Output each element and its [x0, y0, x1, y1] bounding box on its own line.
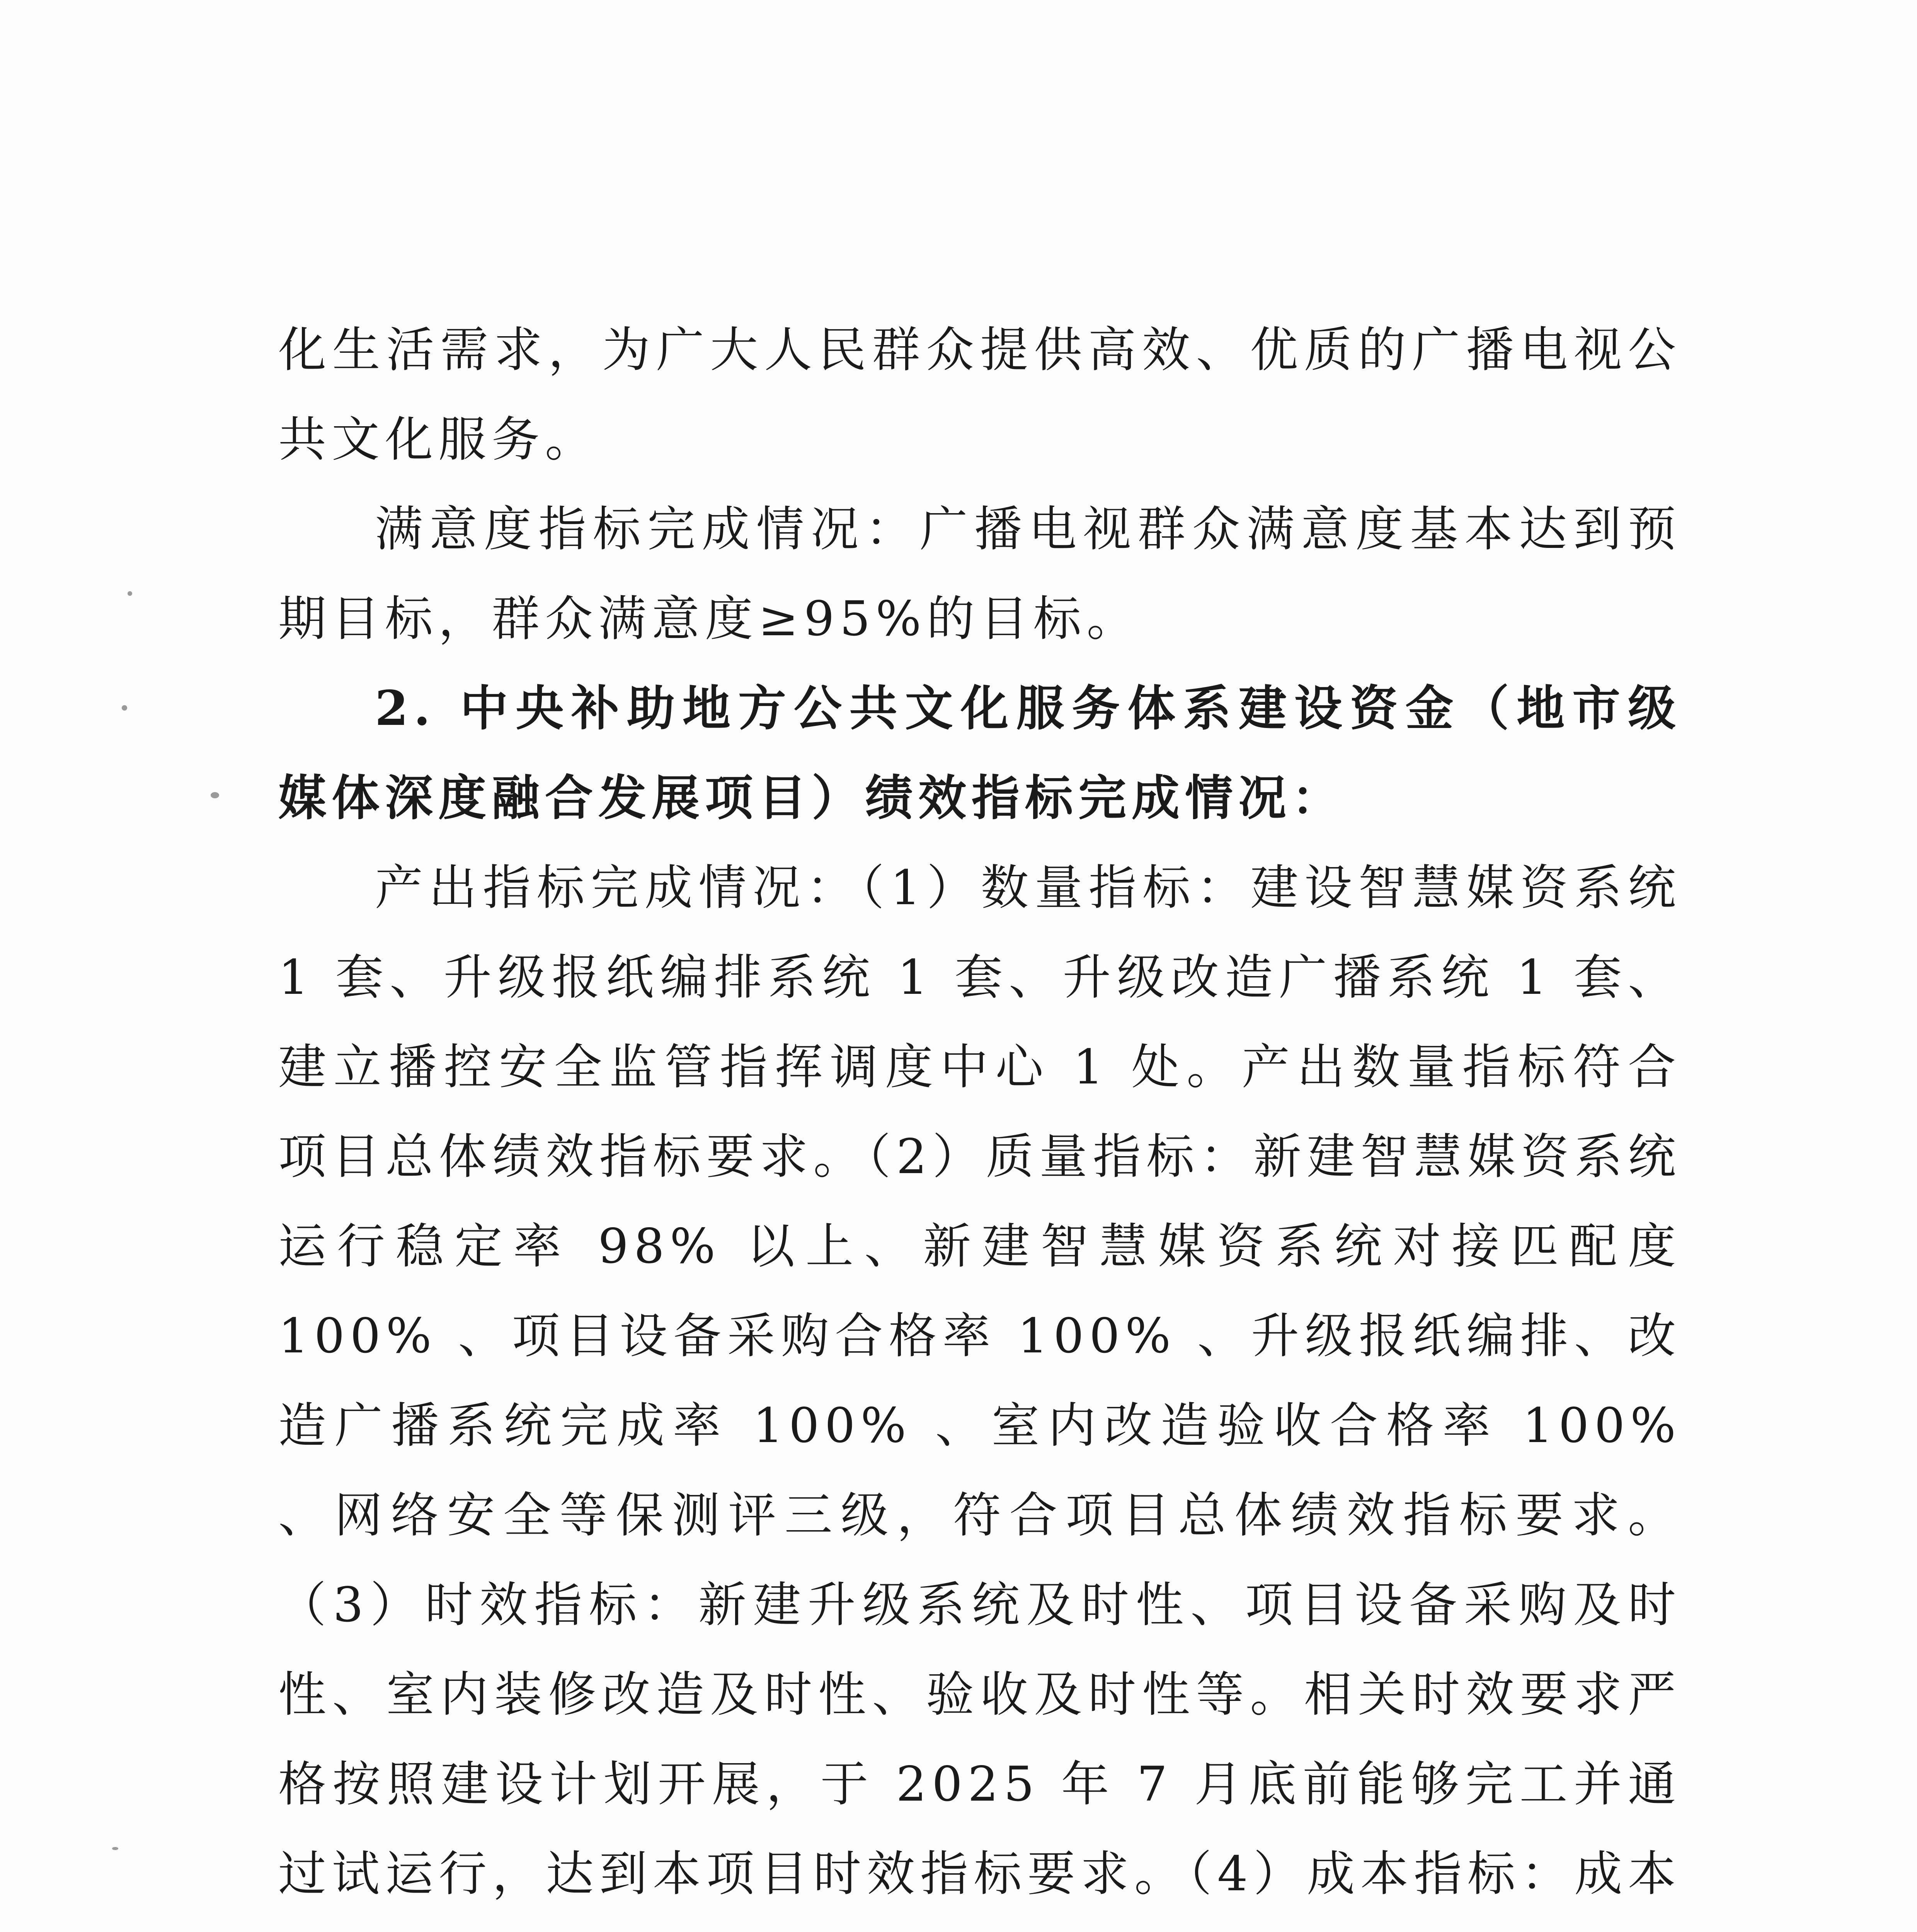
paragraph-output-indicators: 产出指标完成情况：（1）数量指标：建设智慧媒资系统 1 套、升级报纸编排系统 1 套、升级改造广播系统 1 套、建立播控安全监管指挥调度中心 1 处。产出数量指标符合项目总体绩效指标要求。（2）质量指标：新建智慧媒资系统运行稳定率 98% 以上、新建智慧媒资系统对接匹配度 100% 、项目设备采购合格率 100% 、升级报纸编排、改造广播系统完成率 100% 、室内改造验收合格率 100% 、网络安全等保测评三级，符合项目总体绩效指标要求。（3）时效指标：新建升级系统及时性、项目设备采购及时性、室内装修改造及时性、验收及时性等。相关时效要求严格按照建设计划开展，于 2025 年 7 月底前能够完工并通过试运行，达到本项目时效指标要求。（4）成本指标：成本	[278, 860, 1681, 1902]
scan-speck	[211, 792, 219, 798]
scan-speck	[128, 591, 132, 596]
paragraph-satisfaction: 满意度指标完成情况：广播电视群众满意度基本达到预期目标，群众满意度≥95%的目标。	[278, 502, 1681, 647]
scan-speck	[112, 1847, 118, 1850]
scan-speck	[122, 705, 127, 711]
section-heading: 2. 中央补助地方公共文化服务体系建设资金（地市级媒体深度融合发展项目）绩效指标完成情况：	[278, 680, 1681, 826]
paragraph-continuation: 化生活需求，为广大人民群众提供高效、优质的广播电视公共文化服务。	[278, 322, 1681, 468]
document-body	[278, 305, 1681, 1932]
